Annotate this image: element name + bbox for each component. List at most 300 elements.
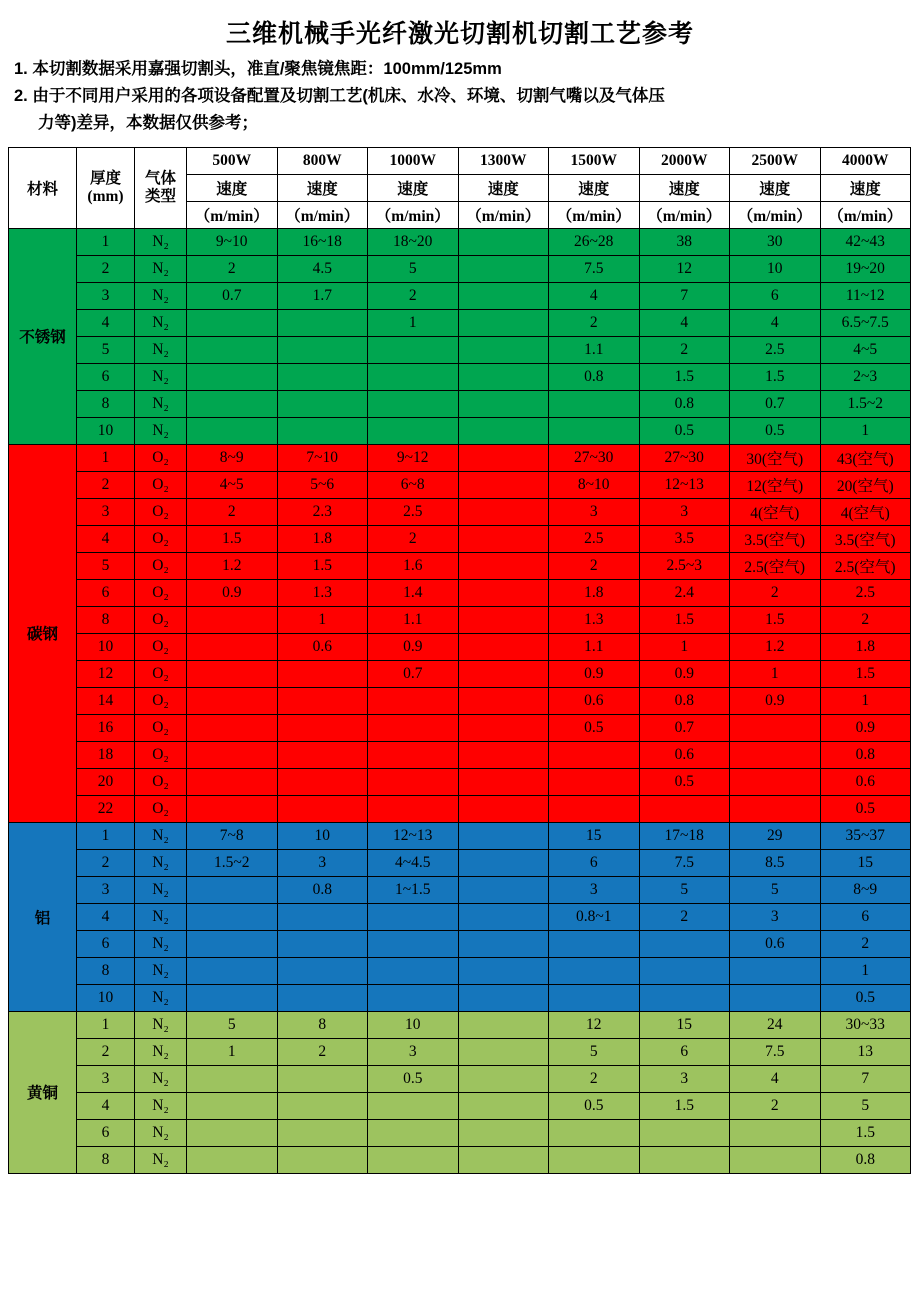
speed-cell <box>458 1092 549 1119</box>
table-row <box>9 309 911 336</box>
table-row <box>9 930 911 957</box>
speed-cell <box>277 336 368 363</box>
speed-cell: 0.5 <box>549 1092 640 1119</box>
header-power-1500w: 1500W <box>549 147 640 174</box>
speed-cell <box>187 363 278 390</box>
speed-cell: 1.5 <box>730 363 821 390</box>
thickness-cell: 1 <box>77 228 135 255</box>
speed-cell: 2 <box>368 525 459 552</box>
speed-cell: 2.5~3 <box>639 552 730 579</box>
speed-cell <box>187 309 278 336</box>
speed-cell <box>458 822 549 849</box>
table-header <box>9 147 911 228</box>
speed-cell: 2 <box>730 579 821 606</box>
speed-cell <box>458 1038 549 1065</box>
speed-cell <box>549 795 640 822</box>
thickness-cell: 5 <box>77 552 135 579</box>
speed-cell: 2 <box>549 552 640 579</box>
gas-type-cell: O₂ <box>135 552 187 579</box>
speed-cell <box>458 336 549 363</box>
speed-cell: 0.6 <box>277 633 368 660</box>
speed-cell: 1.2 <box>187 552 278 579</box>
header-power-4000w: 4000W <box>820 147 911 174</box>
gas-type-cell: N₂ <box>135 903 187 930</box>
speed-cell: 2 <box>368 282 459 309</box>
speed-cell: 16~18 <box>277 228 368 255</box>
header-power-2500w: 2500W <box>730 147 821 174</box>
gas-type-cell: N₂ <box>135 849 187 876</box>
speed-cell <box>277 714 368 741</box>
speed-cell <box>277 390 368 417</box>
gas-type-cell: O₂ <box>135 525 187 552</box>
speed-cell <box>458 525 549 552</box>
speed-cell: 4.5 <box>277 255 368 282</box>
gas-type-cell: N₂ <box>135 1092 187 1119</box>
speed-cell <box>368 1092 459 1119</box>
speed-cell <box>730 741 821 768</box>
gas-type-cell: N₂ <box>135 1011 187 1038</box>
speed-cell <box>368 903 459 930</box>
speed-cell <box>458 660 549 687</box>
table-row <box>9 282 911 309</box>
speed-cell <box>187 633 278 660</box>
speed-cell: 4~5 <box>820 336 911 363</box>
speed-cell <box>187 687 278 714</box>
gas-type-cell: N₂ <box>135 957 187 984</box>
speed-cell <box>277 660 368 687</box>
speed-cell: 1.5 <box>639 1092 730 1119</box>
thickness-cell: 1 <box>77 444 135 471</box>
speed-cell <box>730 957 821 984</box>
speed-cell <box>730 984 821 1011</box>
speed-cell <box>730 1119 821 1146</box>
speed-cell: 3.5(空气) <box>730 525 821 552</box>
speed-cell: 12 <box>639 255 730 282</box>
speed-cell: 4 <box>549 282 640 309</box>
speed-cell: 2 <box>639 903 730 930</box>
material-cell: 黄铜 <box>9 1011 77 1173</box>
speed-cell <box>458 606 549 633</box>
speed-cell: 12 <box>549 1011 640 1038</box>
speed-cell: 0.9 <box>368 633 459 660</box>
speed-cell: 1.5 <box>277 552 368 579</box>
speed-cell <box>368 795 459 822</box>
speed-cell <box>458 363 549 390</box>
thickness-cell: 4 <box>77 525 135 552</box>
speed-cell: 0.5 <box>820 795 911 822</box>
speed-cell: 0.7 <box>187 282 278 309</box>
speed-cell: 1.3 <box>277 579 368 606</box>
thickness-cell: 5 <box>77 336 135 363</box>
thickness-cell: 20 <box>77 768 135 795</box>
speed-cell: 12~13 <box>639 471 730 498</box>
thickness-cell: 6 <box>77 363 135 390</box>
speed-cell: 1.7 <box>277 282 368 309</box>
speed-cell <box>458 984 549 1011</box>
thickness-cell: 8 <box>77 957 135 984</box>
table-row <box>9 471 911 498</box>
gas-type-cell: O₂ <box>135 606 187 633</box>
thickness-cell: 1 <box>77 1011 135 1038</box>
header-gas-line1: 气体 <box>144 169 176 187</box>
speed-cell: 1~1.5 <box>368 876 459 903</box>
thickness-cell: 10 <box>77 633 135 660</box>
speed-cell: 0.9 <box>549 660 640 687</box>
speed-cell <box>458 228 549 255</box>
speed-cell <box>277 687 368 714</box>
gas-type-cell: N₂ <box>135 363 187 390</box>
speed-cell: 1.5 <box>639 363 730 390</box>
table-row <box>9 417 911 444</box>
speed-cell <box>187 930 278 957</box>
speed-cell: 2 <box>187 255 278 282</box>
speed-cell: 0.5 <box>549 714 640 741</box>
speed-cell: 2~3 <box>820 363 911 390</box>
table-row <box>9 633 911 660</box>
speed-cell <box>368 417 459 444</box>
speed-cell: 4 <box>730 1065 821 1092</box>
speed-cell: 2.5 <box>368 498 459 525</box>
header-unit-1000w: （m/min） <box>368 201 459 228</box>
gas-type-cell: O₂ <box>135 795 187 822</box>
speed-cell: 12~13 <box>368 822 459 849</box>
speed-cell: 7~10 <box>277 444 368 471</box>
speed-cell: 7~8 <box>187 822 278 849</box>
thickness-cell: 22 <box>77 795 135 822</box>
speed-cell: 5 <box>820 1092 911 1119</box>
speed-cell <box>458 282 549 309</box>
speed-cell: 2.4 <box>639 579 730 606</box>
thickness-cell: 18 <box>77 741 135 768</box>
speed-cell <box>187 417 278 444</box>
gas-type-cell: N₂ <box>135 282 187 309</box>
table-row <box>9 498 911 525</box>
speed-cell <box>458 957 549 984</box>
speed-cell: 1.1 <box>549 336 640 363</box>
table-row <box>9 768 911 795</box>
speed-cell <box>368 714 459 741</box>
speed-cell: 0.7 <box>730 390 821 417</box>
speed-cell: 38 <box>639 228 730 255</box>
gas-type-cell: O₂ <box>135 768 187 795</box>
speed-cell: 1.5 <box>639 606 730 633</box>
speed-cell <box>549 768 640 795</box>
speed-cell <box>187 714 278 741</box>
speed-cell: 26~28 <box>549 228 640 255</box>
speed-cell: 0.5 <box>639 417 730 444</box>
speed-cell <box>458 768 549 795</box>
header-row-power <box>9 147 911 174</box>
thickness-cell: 8 <box>77 606 135 633</box>
speed-cell: 18~20 <box>368 228 459 255</box>
speed-cell <box>368 1119 459 1146</box>
speed-cell <box>368 768 459 795</box>
gas-type-cell: O₂ <box>135 660 187 687</box>
speed-cell <box>639 957 730 984</box>
speed-cell: 0.5 <box>639 768 730 795</box>
speed-cell: 1 <box>277 606 368 633</box>
speed-cell: 5 <box>730 876 821 903</box>
speed-cell <box>368 930 459 957</box>
speed-cell <box>458 552 549 579</box>
speed-cell: 8~9 <box>187 444 278 471</box>
speed-cell <box>639 795 730 822</box>
thickness-cell: 2 <box>77 471 135 498</box>
gas-type-cell: N₂ <box>135 1146 187 1173</box>
thickness-cell: 8 <box>77 390 135 417</box>
thickness-cell: 4 <box>77 1092 135 1119</box>
speed-cell <box>277 795 368 822</box>
speed-cell: 4~5 <box>187 471 278 498</box>
gas-type-cell: N₂ <box>135 336 187 363</box>
gas-type-cell: N₂ <box>135 255 187 282</box>
speed-cell: 1 <box>820 957 911 984</box>
speed-cell: 0.8 <box>277 876 368 903</box>
table-row <box>9 795 911 822</box>
speed-cell: 5 <box>549 1038 640 1065</box>
gas-type-cell: N₂ <box>135 309 187 336</box>
gas-type-cell: N₂ <box>135 1119 187 1146</box>
speed-cell: 2.5 <box>549 525 640 552</box>
speed-cell <box>458 390 549 417</box>
speed-cell: 2 <box>277 1038 368 1065</box>
speed-cell: 2.5 <box>820 579 911 606</box>
speed-cell: 1.1 <box>368 606 459 633</box>
speed-cell: 0.8 <box>639 390 730 417</box>
gas-type-cell: N₂ <box>135 390 187 417</box>
header-unit-1300w: （m/min） <box>458 201 549 228</box>
table-row <box>9 1011 911 1038</box>
speed-cell: 0.8 <box>549 363 640 390</box>
notes-block <box>8 56 912 138</box>
speed-cell: 9~12 <box>368 444 459 471</box>
header-thickness <box>77 147 135 228</box>
speed-cell <box>368 390 459 417</box>
speed-cell: 0.6 <box>639 741 730 768</box>
header-power-500w: 500W <box>187 147 278 174</box>
speed-cell: 1.5 <box>730 606 821 633</box>
speed-cell <box>458 1119 549 1146</box>
speed-cell <box>277 768 368 795</box>
speed-cell <box>458 1011 549 1038</box>
speed-cell: 8 <box>277 1011 368 1038</box>
speed-cell <box>549 390 640 417</box>
speed-cell <box>730 795 821 822</box>
speed-cell: 3 <box>368 1038 459 1065</box>
header-unit-4000w: （m/min） <box>820 201 911 228</box>
speed-cell: 9~10 <box>187 228 278 255</box>
gas-type-cell: N₂ <box>135 1065 187 1092</box>
table-row <box>9 984 911 1011</box>
gas-type-cell: N₂ <box>135 228 187 255</box>
thickness-cell: 12 <box>77 660 135 687</box>
speed-cell: 0.9 <box>187 579 278 606</box>
gas-type-cell: O₂ <box>135 444 187 471</box>
speed-cell: 3 <box>639 498 730 525</box>
speed-cell: 7.5 <box>549 255 640 282</box>
table-row <box>9 1146 911 1173</box>
speed-cell <box>187 660 278 687</box>
table-row <box>9 525 911 552</box>
speed-cell <box>639 1146 730 1173</box>
speed-cell: 13 <box>820 1038 911 1065</box>
speed-cell <box>458 741 549 768</box>
header-thickness-line2: (mm) <box>87 187 124 205</box>
speed-cell: 2 <box>820 606 911 633</box>
speed-cell <box>458 849 549 876</box>
speed-cell: 1.5~2 <box>820 390 911 417</box>
speed-cell: 5~6 <box>277 471 368 498</box>
material-cell: 铝 <box>9 822 77 1011</box>
speed-cell: 15 <box>820 849 911 876</box>
gas-type-cell: O₂ <box>135 714 187 741</box>
header-material: 材料 <box>9 147 77 228</box>
speed-cell <box>639 984 730 1011</box>
speed-cell <box>277 1092 368 1119</box>
speed-cell <box>277 309 368 336</box>
speed-cell: 6 <box>820 903 911 930</box>
note-3: 力等)差异，本数据仅供参考； <box>38 114 258 133</box>
speed-cell: 1 <box>820 687 911 714</box>
material-cell: 不锈钢 <box>9 228 77 444</box>
note-1: 1. 本切割数据采用嘉强切割头，准直/聚焦镜焦距：100mm/125mm <box>14 60 502 78</box>
speed-cell <box>187 984 278 1011</box>
speed-cell: 4(空气) <box>730 498 821 525</box>
speed-cell: 3 <box>549 876 640 903</box>
speed-cell <box>277 1146 368 1173</box>
thickness-cell: 10 <box>77 984 135 1011</box>
speed-cell <box>458 903 549 930</box>
speed-cell: 17~18 <box>639 822 730 849</box>
thickness-cell: 3 <box>77 498 135 525</box>
speed-cell: 1.5 <box>820 660 911 687</box>
table-row <box>9 903 911 930</box>
speed-cell: 2 <box>549 1065 640 1092</box>
speed-cell: 0.8 <box>639 687 730 714</box>
speed-cell: 0.9 <box>820 714 911 741</box>
speed-cell: 2 <box>639 336 730 363</box>
thickness-cell: 2 <box>77 849 135 876</box>
thickness-cell: 3 <box>77 876 135 903</box>
table-row <box>9 552 911 579</box>
page-title: 三维机械手光纤激光切割机切割工艺参考 <box>225 21 694 48</box>
table-row <box>9 390 911 417</box>
speed-cell: 1 <box>730 660 821 687</box>
speed-cell: 2.5 <box>730 336 821 363</box>
speed-cell: 10 <box>368 1011 459 1038</box>
header-unit-2000w: （m/min） <box>639 201 730 228</box>
speed-cell <box>458 444 549 471</box>
speed-cell: 7 <box>820 1065 911 1092</box>
speed-cell <box>187 741 278 768</box>
table-row <box>9 1065 911 1092</box>
speed-cell: 3 <box>639 1065 730 1092</box>
table-row <box>9 660 911 687</box>
speed-cell: 0.8 <box>820 1146 911 1173</box>
speed-cell: 0.5 <box>820 984 911 1011</box>
speed-cell <box>277 930 368 957</box>
speed-cell <box>368 363 459 390</box>
thickness-cell: 3 <box>77 282 135 309</box>
thickness-cell: 3 <box>77 1065 135 1092</box>
gas-type-cell: O₂ <box>135 741 187 768</box>
header-speed-500w: 速度 <box>187 174 278 201</box>
gas-type-cell: O₂ <box>135 687 187 714</box>
gas-type-cell: O₂ <box>135 633 187 660</box>
gas-type-cell: O₂ <box>135 579 187 606</box>
speed-cell <box>277 417 368 444</box>
speed-cell: 43(空气) <box>820 444 911 471</box>
speed-cell: 42~43 <box>820 228 911 255</box>
speed-cell: 5 <box>639 876 730 903</box>
speed-cell: 11~12 <box>820 282 911 309</box>
speed-cell: 0.8 <box>820 741 911 768</box>
speed-cell <box>458 1065 549 1092</box>
speed-cell: 7 <box>639 282 730 309</box>
speed-cell: 6.5~7.5 <box>820 309 911 336</box>
speed-cell <box>187 795 278 822</box>
header-power-1000w: 1000W <box>368 147 459 174</box>
speed-cell <box>549 930 640 957</box>
speed-cell: 0.8~1 <box>549 903 640 930</box>
speed-cell: 2 <box>730 1092 821 1119</box>
speed-cell: 1.8 <box>820 633 911 660</box>
speed-cell: 1 <box>639 633 730 660</box>
table-row <box>9 336 911 363</box>
speed-cell <box>368 741 459 768</box>
thickness-cell: 2 <box>77 255 135 282</box>
table-row <box>9 255 911 282</box>
table-row <box>9 849 911 876</box>
cutting-parameters-table <box>8 147 911 1174</box>
header-speed-2000w: 速度 <box>639 174 730 201</box>
gas-type-cell: N₂ <box>135 822 187 849</box>
header-gas-line2: 类型 <box>144 187 176 205</box>
header-speed-4000w: 速度 <box>820 174 911 201</box>
speed-cell: 3 <box>277 849 368 876</box>
table-row <box>9 228 911 255</box>
gas-type-cell: N₂ <box>135 930 187 957</box>
table-row <box>9 714 911 741</box>
speed-cell <box>458 714 549 741</box>
speed-cell: 1.5~2 <box>187 849 278 876</box>
speed-cell: 8.5 <box>730 849 821 876</box>
table-row <box>9 1038 911 1065</box>
speed-cell: 8~9 <box>820 876 911 903</box>
speed-cell: 0.6 <box>820 768 911 795</box>
speed-cell: 10 <box>730 255 821 282</box>
header-power-1300w: 1300W <box>458 147 549 174</box>
speed-cell: 1.8 <box>277 525 368 552</box>
speed-cell: 15 <box>639 1011 730 1038</box>
speed-cell: 7.5 <box>639 849 730 876</box>
thickness-cell: 1 <box>77 822 135 849</box>
speed-cell: 4 <box>730 309 821 336</box>
gas-type-cell: N₂ <box>135 417 187 444</box>
speed-cell <box>187 1092 278 1119</box>
speed-cell <box>368 984 459 1011</box>
speed-cell: 24 <box>730 1011 821 1038</box>
table-row <box>9 876 911 903</box>
speed-cell: 1.4 <box>368 579 459 606</box>
speed-cell: 1.5 <box>187 525 278 552</box>
speed-cell: 1 <box>820 417 911 444</box>
table-body <box>9 228 911 1173</box>
speed-cell: 0.9 <box>639 660 730 687</box>
speed-cell: 12(空气) <box>730 471 821 498</box>
header-power-2000w: 2000W <box>639 147 730 174</box>
thickness-cell: 16 <box>77 714 135 741</box>
